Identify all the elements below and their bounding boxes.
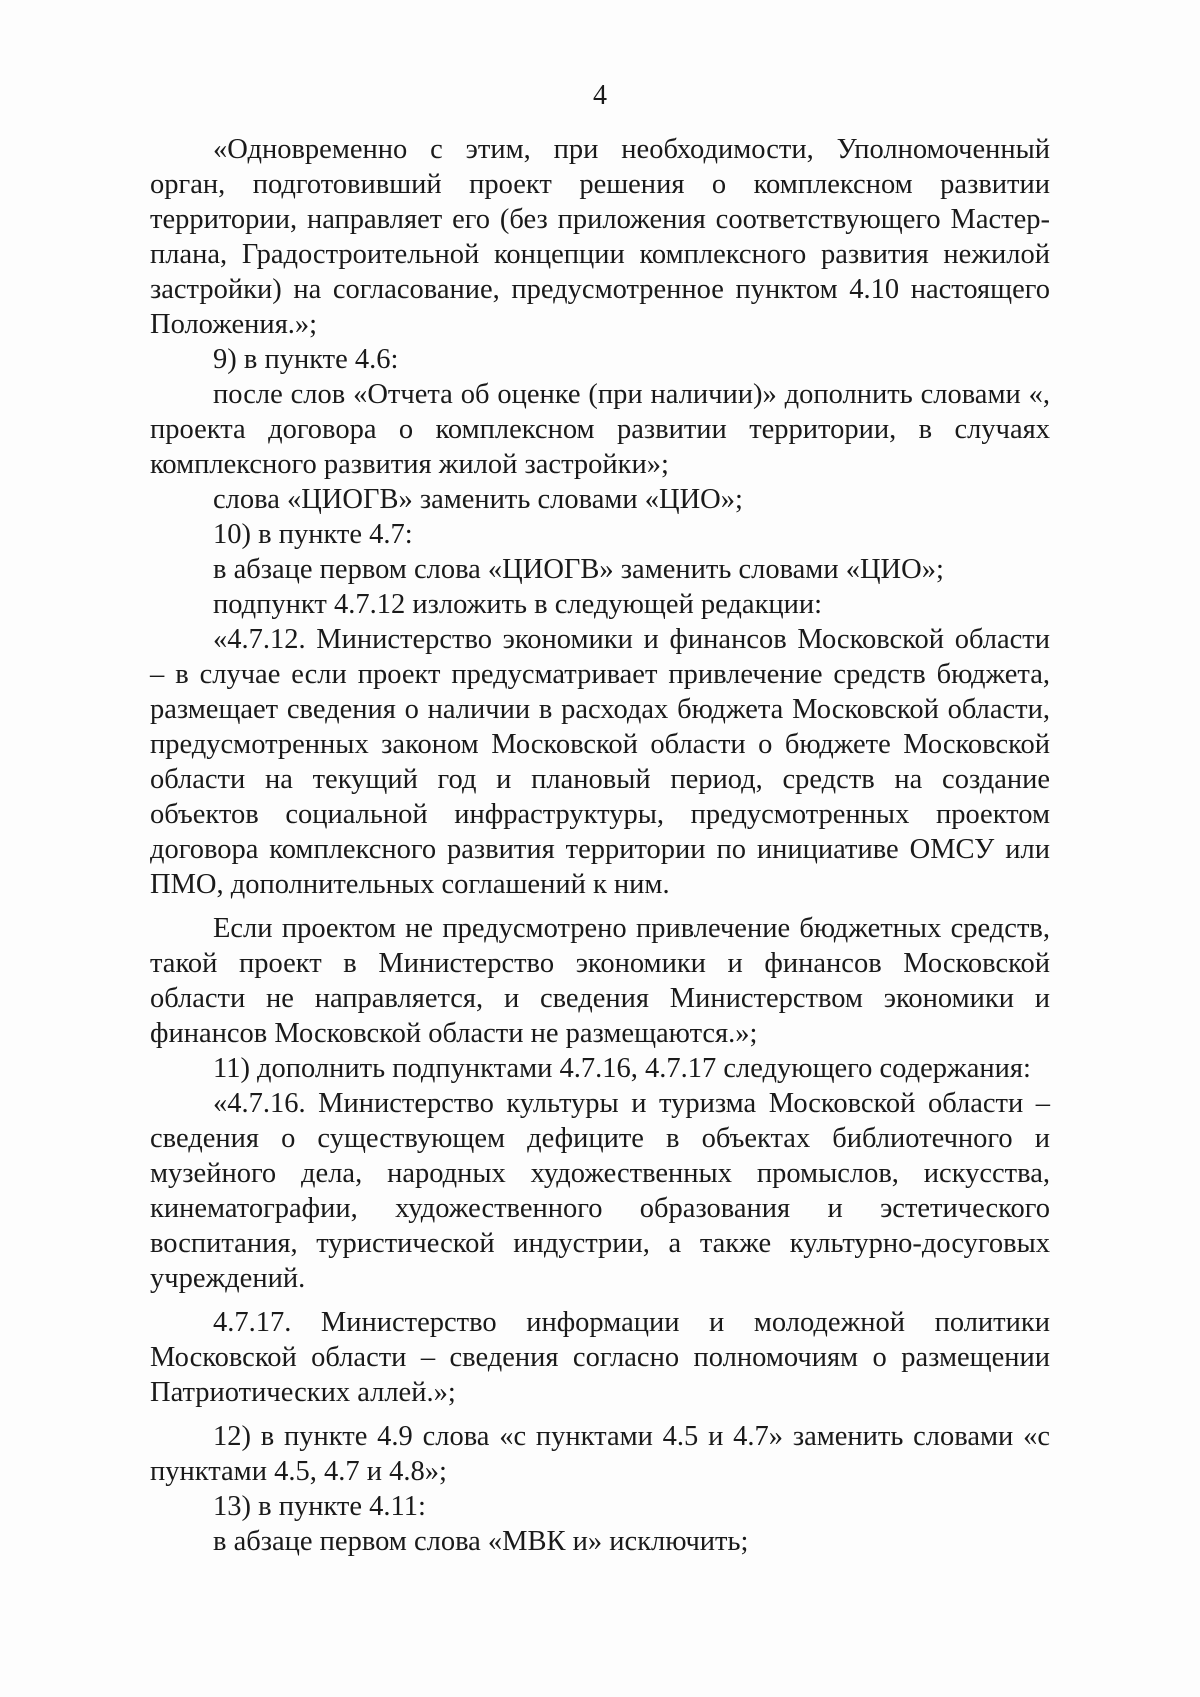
paragraph-item-9: 9) в пункте 4.6:: [213, 344, 399, 375]
paragraph-item-13-change-1: в абзаце первом слова «МВК и» исключить;: [213, 1526, 749, 1557]
paragraph-item-9-change-1: после слов «Отчета об оценке (при наличии)» дополнить словами «, проекта договора о комплексном развитии территории, в случаях комплексного развития жилой застройки»;: [150, 379, 1050, 480]
paragraph-4-7-17: 4.7.17. Министерство информации и молодежной политики Московской области – сведения согласно полномочиям о размещении Патриотических аллей.»;: [150, 1307, 1050, 1408]
paragraph-item-13: 13) в пункте 4.11:: [213, 1491, 426, 1522]
paragraph-4-7-16: «4.7.16. Министерство культуры и туризма Московской области – сведения о существующем дефиците в объектах библиотечного и музейного дела, народных художественных промыслов, искусства, кинематографии, художественного образования и эстетического воспитания, туристической индустрии, а также культурно-досуговых учреждений.: [150, 1088, 1050, 1294]
paragraph-item-10-change-2: подпункт 4.7.12 изложить в следующей редакции:: [213, 589, 823, 620]
page-number: 4: [593, 80, 607, 111]
paragraph-amendment-text: «Одновременно с этим, при необходимости, Уполномоченный орган, подготовивший проект решения о комплексном развитии территории, направляет его (без приложения соответствующего Мастер-плана, Градостроительной концепции комплексного развития нежилой застройки) на согласование, предусмотренное пунктом 4.10 настоящего Положения.»;: [150, 134, 1050, 340]
paragraph-item-9-change-2: слова «ЦИОГВ» заменить словами «ЦИО»;: [213, 484, 743, 515]
paragraph-item-10: 10) в пункте 4.7:: [213, 519, 413, 550]
paragraph-gap: [150, 1296, 1050, 1305]
paragraph-4-7-12-continued: Если проектом не предусмотрено привлечение бюджетных средств, такой проект в Министерство экономики и финансов Московской области не направляется, и сведения Министерством экономики и финансов Московской области не размещаются.»;: [150, 913, 1050, 1049]
paragraph-item-11: 11) дополнить подпунктами 4.7.16, 4.7.17 следующего содержания:: [213, 1053, 1031, 1084]
paragraph-item-10-change-1: в абзаце первом слова «ЦИОГВ» заменить словами «ЦИО»;: [213, 554, 944, 585]
paragraph-gap: [150, 1410, 1050, 1419]
paragraph-item-12: 12) в пункте 4.9 слова «с пунктами 4.5 и 4.7» заменить словами «с пунктами 4.5, 4.7 и 4.8»;: [150, 1421, 1050, 1487]
paragraph-gap: [150, 902, 1050, 911]
paragraph-4-7-12: «4.7.12. Министерство экономики и финансов Московской области – в случае если проект предусматривает привлечение средств бюджета, размещает сведения о наличии в расходах бюджета Московской области, предусмотренных законом Московской области о бюджете Московской области на текущий год и плановый период, средств на создание объектов социальной инфраструктуры, предусмотренных проектом договора комплексного развития территории по инициативе ОМСУ или ПМО, дополнительных соглашений к ним.: [150, 624, 1050, 900]
document-body: [150, 132, 1050, 1559]
